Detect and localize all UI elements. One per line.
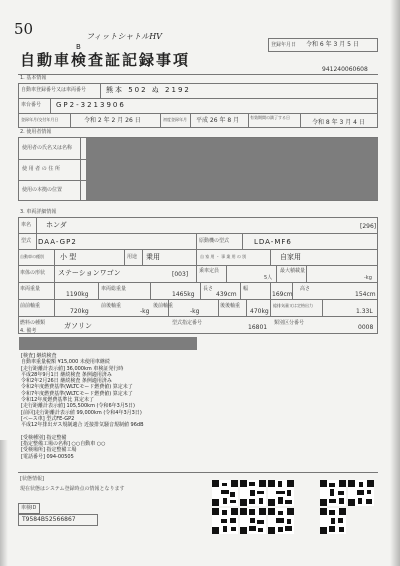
fuel-label: 燃料の種類 [20,320,46,326]
section-basic-title: 1. 基本情報 [20,75,47,81]
handwritten-page-number: 50 [14,20,34,38]
qr-code-8 [268,508,294,534]
type-no-label: 型式指定番号 [172,320,203,326]
first-year-label: 初度登録年月 [163,117,187,122]
remarks-block [21,353,196,460]
remark-line: [前回]走行距離計表示値 99,000km (令和4年3月3日) [21,409,142,416]
plate-value: 熊本 502 ぬ 2192 [106,86,191,94]
plate-label: 自動車登録番号又は車両番号 [21,87,87,93]
qr-code-3 [268,480,294,506]
remark-line: [受検場所] 指定整備工場 [21,447,77,454]
height-label: 高さ [300,286,311,292]
base-location-label: 使用の本拠の位置 [22,187,63,193]
expiry-label: 有効期間の満了する日 [250,115,290,120]
fuel-value: ガソリン [64,322,92,330]
remark-line: 平成12年排出ガス規制適合 近接排気騒音規制値 96dB [21,422,144,429]
weight-label: 車両重量 [20,286,41,292]
rf-axle-value: -kg [190,308,200,315]
private-label: 自 家 用 ・ 事 業 用 の 別 [200,254,247,259]
maxload-label: 最大積載量 [280,268,306,274]
remark-line: 令和7年度燃費基準(WLTCモード燃費値) 算定未了 [21,390,133,397]
status-label: [状態情報] [20,476,44,482]
status-text: 現在状態はシステム登録時点の情報となります [20,486,125,492]
section-remarks-title: 4. 備考 [20,328,37,334]
maxload-value: -kg [364,275,372,281]
car-id-label: 車検ID [21,505,37,511]
form-mark: B [76,43,81,51]
body-label: 車体の形状 [20,270,46,276]
body-code: [003] [172,271,189,278]
remark-line: [電話番号] 094-00505 [21,453,74,460]
maker-label: 車名 [21,222,32,228]
remark-line: 令和12年度燃費基準比 算定未了 [21,397,94,404]
body-value: ステーションワゴン [58,269,121,277]
section-user-title: 2. 使用者情報 [20,129,52,135]
type-no-value: 16801 [248,324,268,331]
class-no-value: 0008 [358,324,374,331]
engine-label: 原動機の型式 [199,238,230,244]
class-no-label: 類別区分番号 [274,320,305,326]
length-value: 439cm [216,291,237,298]
redacted-remarks-header [19,337,197,350]
remark-line: [検査] 継続検査 [21,353,57,359]
redacted-user-info [86,138,378,200]
first-reg-label: 登録年月/交付年月日 [21,117,59,122]
fr-axle-label: 前後軸重 [101,303,122,309]
remark-line: [走行距離計表示値] 105,500km (令和6年3月5日) [21,403,135,410]
chassis-value: GP2-3213906 [56,101,126,109]
ff-axle-label: 前前軸重 [20,303,41,309]
remark-line: [指定整備工場の名称] ○○自動車 ○○ [21,441,106,448]
fr-axle-value: -kg [140,308,150,315]
maker-value: ホンダ [46,221,67,229]
kind-label: 自動車の種別 [20,254,44,259]
rr-axle-value: 470kg [250,308,269,315]
document-number: 941240060608 [322,66,368,73]
rf-axle-label: 後前軸重 [153,303,174,309]
use-label: 用途 [127,254,138,260]
remark-line: [走行距離計表示値] 36,000km 車検証発行時 [21,365,124,372]
reg-date-value: 令和 6 年 3 月 5 日 [306,41,359,48]
length-label: 長さ [203,286,214,292]
reg-date-label: 登録年月日 [271,42,297,48]
width-value: 169cm [272,291,293,298]
displacement-label: 総排気量又は定格出力 [273,303,313,308]
qr-code-2 [240,480,266,506]
gross-value: 1465kg [172,291,195,298]
capacity-label: 乗車定員 [199,268,220,274]
qr-code-5 [348,480,374,506]
page-title: 自動車検査証記録事項 [20,51,191,69]
maker-code: [296] [360,223,377,230]
remark-line: 平成28年9月1日 継続検査 条例適用済み [21,371,112,378]
remark-line: [ベース車] 型式FE-GP2 [21,415,75,422]
qr-code-7 [240,508,266,534]
user-name-label: 使用者の氏名又は名称 [22,145,73,151]
car-id-value: T9584B52566867 [22,516,76,523]
handwritten-annotation: フィットシャトルHV [86,32,162,41]
gross-label: 車両総重量 [101,286,127,292]
qr-code-1 [212,480,238,506]
use-value: 乗用 [146,253,160,261]
first-year-value: 平成 26 年 8 月 [196,117,240,124]
width-label: 幅 [243,286,249,292]
model-value: DAA-GP2 [38,238,77,246]
qr-code-4 [320,480,346,506]
kind-value: 小 型 [60,253,77,261]
model-label: 型式 [21,238,32,244]
qr-code-9 [320,508,346,534]
engine-value: LDA-MF6 [254,238,292,246]
remark-line: 令和2年2月26日 継続検査 条例適用済み [21,378,112,385]
private-value: 自家用 [280,253,301,261]
weight-value: 1190kg [66,291,89,298]
capacity-value: 5人 [264,275,273,281]
displacement-value: 1.33L [356,308,373,315]
first-reg-value: 令和 2 年 2 月 26 日 [84,117,141,124]
expiry-value: 令和 8 年 3 月 4 日 [312,119,365,126]
remark-line: 自動車重量税額 ¥15,000 未使用車継続 [21,359,110,366]
ff-axle-value: 720kg [70,308,89,315]
rr-axle-label: 後後軸重 [220,303,241,309]
qr-code-6 [212,508,238,534]
height-value: 154cm [355,291,376,298]
remark-line: 令和2年度燃費基準(WLTCモード燃費値) 算定未了 [21,384,133,391]
user-address-label: 使 用 者 の 住 所 [22,166,60,172]
section-vehicle-title: 3. 車両詳細情報 [20,209,57,215]
remark-line: [受検種別] 指定整備 [21,434,67,441]
chassis-label: 車台番号 [21,102,42,108]
